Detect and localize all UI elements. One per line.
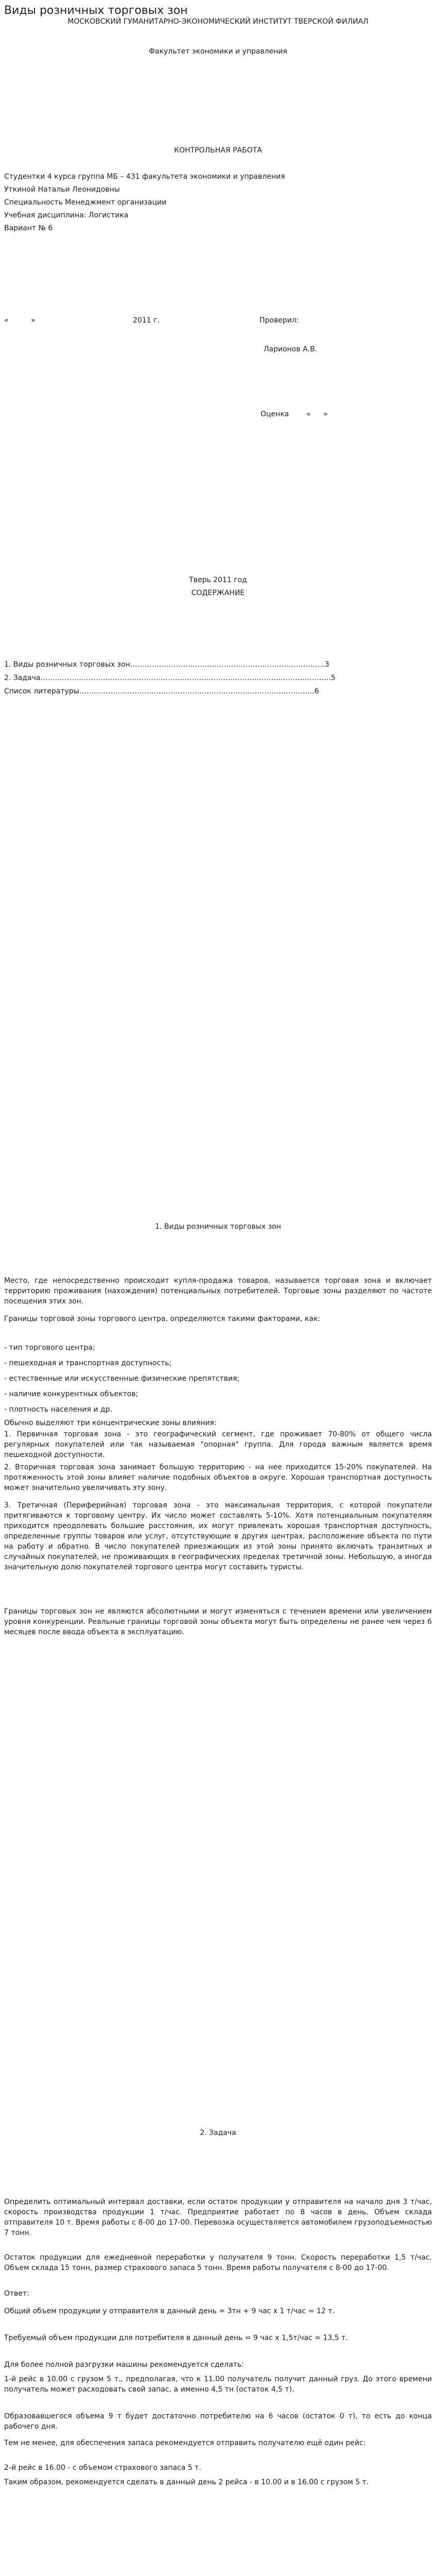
- s1-paragraph-4: Границы торговых зон не являются абсолютными и могут изменяться с течением времени или увеличением уровня конкуренции. Реальные границы торговой зоны объекта могут быть определены не ранее чем через 6 месяцев после ввода объекта в эксплуатацию.: [4, 1607, 432, 1636]
- toc-item-3: Список литературы……………………………………………………………………………………..6: [4, 687, 319, 696]
- page-title: Виды розничных торговых зон: [4, 4, 188, 17]
- s1-zone-1: 1. Первичная торговая зона - это географический сегмент, где проживает 70-80% от общего числа регулярных покупателей или так называемая "опорная" группа. Для города важным является время пешеходной доступности.: [4, 1430, 432, 1459]
- date-close-quote: »: [31, 316, 36, 325]
- s2-task-1: Определить оптимальный интервал доставки, если остаток продукции у отправителя на начало дня 3 т/час, скорость производства продукции 1 т/час. Предприятие работает по 8 часов в день. Объем склада отправителя 10 т. Время работы с 8-00 до 17-00. Перевозка осуществляется автомобилем грузоподъемностью 7 тонн.: [4, 2198, 432, 2237]
- checker-name: Ларионов А.В.: [264, 345, 318, 353]
- s2-answer-1: Общий объем продукции у отправителя в данный день = 3тн + 9 час х 1 т/час = 12 т.: [4, 2307, 335, 2315]
- s2-answer-3: Для более полной разгрузки машины рекомендуется сделать:: [4, 2361, 244, 2369]
- grade-label: Оценка: [260, 410, 289, 418]
- s1-list-item-3: - естественные или искусственные физические препятствия;: [4, 1375, 240, 1383]
- discipline: Учебная дисциплина: Логистика: [4, 211, 129, 219]
- s1-list-item-1: - тип торгового центра;: [4, 1344, 95, 1352]
- date-year: 2011 г.: [133, 316, 160, 325]
- s2-answer-4: 1-й рейс в 10.00 с грузом 5 т., предполагая, что к 11.00 получатель получит данный груз. До этого времени получатель может расходовать свой запас, а именно 4,5 тн (остаток 4,5 т).: [4, 2375, 432, 2394]
- work-type: КОНТРОЛЬНАЯ РАБОТА: [174, 146, 262, 155]
- s1-paragraph-3: Обычно выделяют три концентрические зоны влияния:: [4, 1419, 217, 1427]
- s1-list-item-4: - наличие конкурентных объектов;: [4, 1390, 138, 1398]
- s1-paragraph-2: Границы торговой зоны торгового центра, определяются такими факторами, как:: [4, 1315, 321, 1323]
- s1-zone-3: 3. Третичная (Периферийная) торговая зона - это максимальная территория, с которой покупатели притягиваются к торговому центру. Их число может составлять 5-10%. Хотя потенциальным покупателям приходится преодолевать большие расстояния, их могут привлекать хорошая транспортная доступность, определенные группы товаров или услуг, отсутствующие в других центрах, расположение объекта по пути на работу и обратно. В число покупателей приезжающих из этой зоны принято включать транзитных и случайных покупателей, не проживающих в географических пределах третичной зоны. Небольшую, а иногда значительную долю покупателей торгового центра могут составить туристы.: [4, 1501, 432, 1571]
- toc-item-1: 1. Виды розничных торговых зон………………………………………………………………………3: [4, 660, 329, 669]
- toc-item-2: 2. Задача………………………………………………………………………………………………………….5: [4, 674, 336, 682]
- s1-list-item-2: - пешеходная и транспортная доступность;: [4, 1359, 172, 1367]
- city-year: Тверь 2011 год: [189, 576, 247, 584]
- s2-answer-8: Таким образом, рекомендуется сделать в данный день 2 рейса - в 10.00 и в 16.00 с грузом 5 т.: [4, 2478, 369, 2486]
- s1-list-item-5: - плотность населения и др.: [4, 1405, 112, 1414]
- s2-task-2: Остаток продукции для ежедневной переработки у получателя 9 тонн. Скорость переработки 1,5 т/час. Объем склада 15 тонн, размер страхового запаса 5 тонн. Время работы получателя с 8-00 до 17-00.: [4, 2253, 432, 2272]
- variant: Вариант № 6: [4, 224, 53, 232]
- grade-close-quote: »: [323, 410, 328, 418]
- grade-open-quote: «: [306, 410, 311, 418]
- section-1-heading: 1. Виды розничных торговых зон: [155, 1223, 281, 1231]
- s2-answer-6: Тем не менее, для обеспечения запаса рекомендуется отправить получателю ещё один рейс:: [4, 2439, 366, 2447]
- s1-zone-2: 2. Вторичная торговая зона занимает большую территорию - на нее приходится 15-20% покупателей. На протяженность этой зоны влияет наличие подобных объектов в округе. Хорошая транспортная доступность может значительно увеличивать эту зону.: [4, 1463, 432, 1492]
- checked-label: Проверил:: [259, 316, 299, 325]
- speciality: Специальность Менеджмент организации: [4, 198, 167, 207]
- student-name: Уткиной Натальи Леонидовны: [4, 185, 120, 194]
- s2-answer-7: 2-й рейс в 16.00 - с объемом страхового запаса 5 т.: [4, 2464, 201, 2472]
- faculty-name: Факультет экономики и управления: [149, 47, 287, 56]
- s1-paragraph-1: Место, где непосредственно происходит купля-продажа товаров, называется торговая зона и включает территорию проживания (нахождения) потенциальных потребителей. Торговые зоны разделяют по частоте посещения этих зон.: [4, 1277, 432, 1306]
- institute-name: МОСКОВСКИЙ ГУМАНИТАРНО-ЭКОНОМИЧЕСКИЙ ИНСТИТУТ ТВЕРСКОЙ ФИЛИАЛ: [67, 18, 369, 26]
- student-line: Студентки 4 курса группа МБ – 431 факультета экономики и управления: [4, 173, 285, 181]
- s2-answer-label: Ответ:: [4, 2290, 29, 2298]
- section-2-heading: 2. Задача: [200, 2129, 236, 2137]
- s2-answer-2: Требуемый объем продукции для потребителя в данный день = 9 час х 1,5т/час = 13,5 т.: [4, 2334, 348, 2342]
- contents-heading: СОДЕРЖАНИЕ: [191, 589, 245, 597]
- date-open-quote: «: [4, 316, 9, 325]
- s2-answer-5: Образовавшегося объема 9 т будет достаточно потребителю на 6 часов (остаток 0 т), то есть до конца рабочего дня.: [4, 2412, 432, 2431]
